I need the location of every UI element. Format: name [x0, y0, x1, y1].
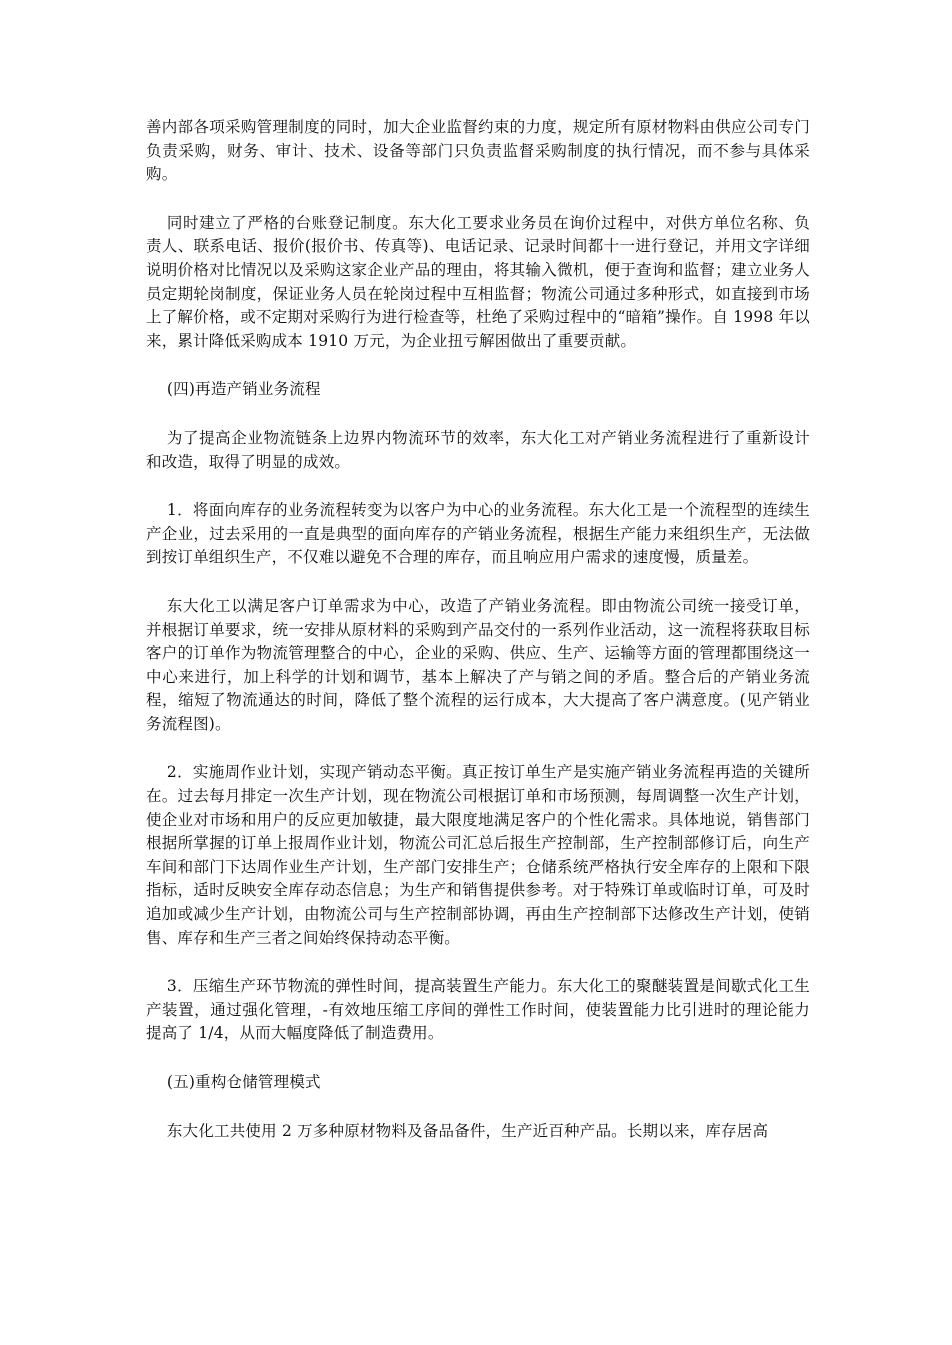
- section-heading-5: (五)重构仓储管理模式: [166, 1073, 321, 1091]
- paragraph-process-reengineering-intro: 为了提高企业物流链条上边界内物流环节的效率，东大化工对产销业务流程进行了重新设计和改造，取得了明显的成效。: [146, 428, 810, 471]
- paragraph-point-3: 3．压缩生产环节物流的弹性时间，提高装置生产能力。东大化工的聚醚装置是间歇式化工生产装置，通过强化管理，-有效地压缩工序间的弹性工作时间，使装置能力比引进时的理论能力提高了 1/4，从而大幅度降低了制造费用。: [146, 977, 810, 1043]
- paragraph-procurement-oversight: 善内部各项采购管理制度的同时，加大企业监督约束的力度，规定所有原材物料由供应公司专门负责采购，财务、审计、技术、设备等部门只负责监督采购制度的执行情况，而不参与具体采购。: [146, 118, 810, 184]
- document-page: [146, 116, 810, 1168]
- paragraph-customer-order-centric: 东大化工以满足客户订单需求为中心，改造了产销业务流程。即由物流公司统一接受订单，并根据订单要求，统一安排从原材料的采购到产品交付的一系列作业活动，这一流程将获取目标客户的订单作为物流管理整合的中心，企业的采购、供应、生产、运输等方面的管理都围绕这一中心来进行，加上科学的计划和调节，基本上解决了产与销之间的矛盾。整合后的产销业务流程，缩短了物流通达的时间，降低了整个流程的运行成本，大大提高了客户满意度。(见产销业务流程图)。: [146, 596, 810, 733]
- paragraph-ledger-registration: 同时建立了严格的台账登记制度。东大化工要求业务员在询价过程中，对供方单位名称、负责人、联系电话、报价(报价书、传真等)、电话记录、记录时间都十一进行登记，并用文字详细说明价格对比情况以及采购这家企业产品的理由，将其输入微机，便于查询和监督；建立业务人员定期轮岗制度，保证业务人员在轮岗过程中互相监督；物流公司通过多种形式，如直接到市场上了解价格，或不定期对采购行为进行检查等，杜绝了采购过程中的“暗箱”操作。自 1998 年以来，累计降低采购成本 1910 万元，为企业扭亏解困做出了重要贡献。: [146, 213, 810, 350]
- paragraph-point-1: 1．将面向库存的业务流程转变为以客户为中心的业务流程。东大化工是一个流程型的连续生产企业，过去采用的一直是典型的面向库存的产销业务流程，根据生产能力来组织生产，无法做到按订单组织生产，不仅难以避免不合理的库存，而且响应用户需求的速度慢，质量差。: [146, 501, 810, 567]
- paragraph-warehouse-intro: 东大化工共使用 2 万多种原材物料及备品备件，生产近百种产品。长期以来，库存居高: [166, 1121, 769, 1140]
- paragraph-point-2: 2．实施周作业计划，实现产销动态平衡。真正按订单生产是实施产销业务流程再造的关键所在。过去每月排定一次生产计划，现在物流公司根据订单和市场预测，每周调整一次生产计划，使企业对市场和用户的反应更加敏捷，最大限度地满足客户的个性化需求。具体地说，销售部门根据所掌握的订单上报周作业计划，物流公司汇总后报生产控制部，生产控制部修订后，向生产车间和部门下达周作业生产计划，生产部门安排生产；仓储系统严格执行安全库存的上限和下限指标，适时反映安全库存动态信息；为生产和销售提供参考。对于特殊订单或临时订单，可及时追加或减少生产计划，由物流公司与生产控制部协调，再由生产控制部下达修改生产计划，使销售、库存和生产三者之间始终保持动态平衡。: [146, 763, 810, 947]
- section-heading-4: (四)再造产销业务流程: [166, 380, 321, 399]
